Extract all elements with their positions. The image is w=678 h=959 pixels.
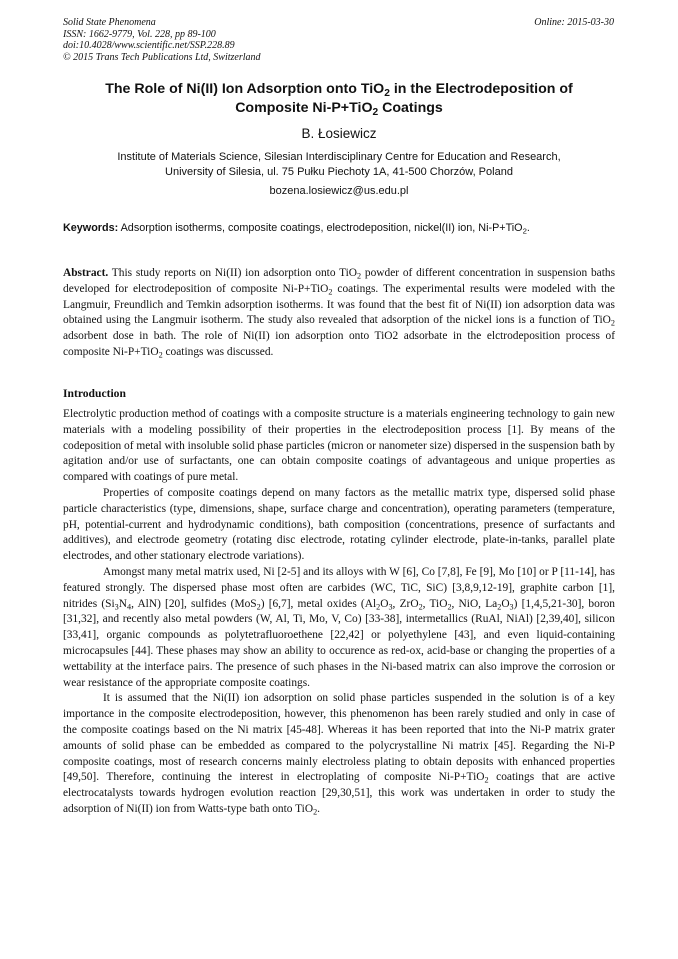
keywords: Keywords: Adsorption isotherms, composite coatings, electrodeposition, nickel(II) ion, Ni-P+TiO$_2$. [63,222,530,236]
section-heading: Introduction [63,387,126,400]
journal-copyright: © 2015 Trans Tech Publications Ltd, Switzerland [63,51,261,63]
paragraph: It is assumed that the Ni(II) ion adsorption on solid phase particles suspended in the solution is of a key importance in the composite electrodeposition, however, this phenomenon has been rarely studied and only in case of the composite coatings based on the Ni matrix [45-48]. Whereas it has been reported that into the Ni-P matrix grater amounts of solid phase can be embedded as compared to the polycrystalline Ni matrix [45]. Regarding the Ni-P composite coatings, most of research concerns mainly electroless plating to obtain deposits with enhanced properties [49,50]. Therefore, continuing the interest in electroplating of composite Ni-P+TiO$_2$ coatings that are active electrocatalysts towards hydrogen evolution reaction [29,30,51], this work was undertaken in order to study the adsorption of Ni(II) ion from Watts-type bath onto TiO$_2$. [63,692,615,817]
affiliation-line: University of Silesia, ul. 75 Pułku Piechoty 1A, 41-500 Chorzów, Poland [165,165,513,178]
journal-issn: ISSN: 1662-9779, Vol. 228, pp 89-100 [63,28,216,40]
affiliation [60,150,618,179]
keywords-label: Keywords: [63,222,119,234]
introduction-body [63,407,615,818]
affiliation-line: Institute of Materials Science, Silesian Interdisciplinary Centre for Education and Research, [117,151,561,163]
paragraph: Properties of composite coatings depend on many factors as the metallic matrix type, dispersed solid phase particle characteristics (type, dimensions, shape, surface charge and concentration), operating parameters (temperature, pH, potential-current and hydrodynamic conditions), bath composition (concentrations, presence of surfactants and additives), and electrode geometry (rotating disc electrode, rotating cylinder electrode, plate-in-tanks, parallel plate electrodes, and other stationary electrode variations). [63,486,615,563]
paper-title: The Role of Ni(II) Ion Adsorption onto TiO$_2$ in the Electrodeposition of Composite Ni-P+TiO$_2$ Coatings [105,81,573,119]
paragraph: Amongst many metal matrix used, Ni [2-5] and its alloys with W [6], Co [7,8], Fe [9], Mo [10] or P [11-14], has featured strongly. The dispersed phase most often are carbides (WC, TiC, SiC) [3,8,9,12-19], graphite carbon [1], nitrides ($Si_3N_4$, AlN) [20], sulfides (MoS$_2$) [6,7], metal oxides ($Al_2O_3$, ZrO$_2$, TiO$_2$, NiO, $La_2O_3$) [1,4,5,21-30], boron [31,32], and recently also metal powders (W, Al, Ti, Mo, V, Co) [33-38], intermetallics (RuAl, NiAl) [2,39,40], silicon [33,41], organic compounds as polytetrafluoroethene [22,42] or polyethylene [43], and even liquid-containing microcapsules [44]. These phases may show an ability to occurence as red-ox, acid-base or changing the properties of a wettability at the interface pairs. The presence of such phases in the Ni-based matrix can also improve the corrosion or wear resistance of the appropriate composite coatings. [63,565,616,689]
abstract-label: Abstract. [63,267,109,279]
abstract: Abstract. This study reports on Ni(II) ion adsorption onto TiO$_2$ powder of different concentration in suspension baths developed for electrodeposition of composite Ni-P+TiO$_2$ coatings. The experimental results were modeled with the Langmuir, Freundlich and Temkin adsorption isotherms. It was found that the best fit of Ni(II) ion adsorption data was obtained using the Langmuir isotherm. The study also revealed that adsorption of the nickel ions is a function of TiO$_2$ adsorbent dose in bath. The role of Ni(II) ion adsorption onto TiO2 adsorbate in the elctrodeposition process of composite Ni-P+TiO$_2$ coatings was discussed. [63,267,615,360]
journal-doi: doi:10.4028/www.scientific.net/SSP.228.89 [63,40,235,51]
author: B. Łosiewicz [301,126,377,141]
paragraph: Electrolytic production method of coatings with a composite structure is a materials engineering technology to gain new materials with a modeling possibility of their properties in the electrodeposition process [1]. By means of the codeposition of metal with insoluble solid phase particles (micron or nanometer size) dispersed in the suspension bath by agitation and/or use of surfactants, one can obtain composite coatings of advantageous and unique properties as compared with coatings of pure metal. [63,408,616,484]
journal-name: Solid State Phenomena [63,17,156,28]
online-date: Online: 2015-03-30 [534,17,614,28]
journal-info [63,17,261,63]
author-email[interactable]: bozena.losiewicz@us.edu.pl [269,185,409,197]
